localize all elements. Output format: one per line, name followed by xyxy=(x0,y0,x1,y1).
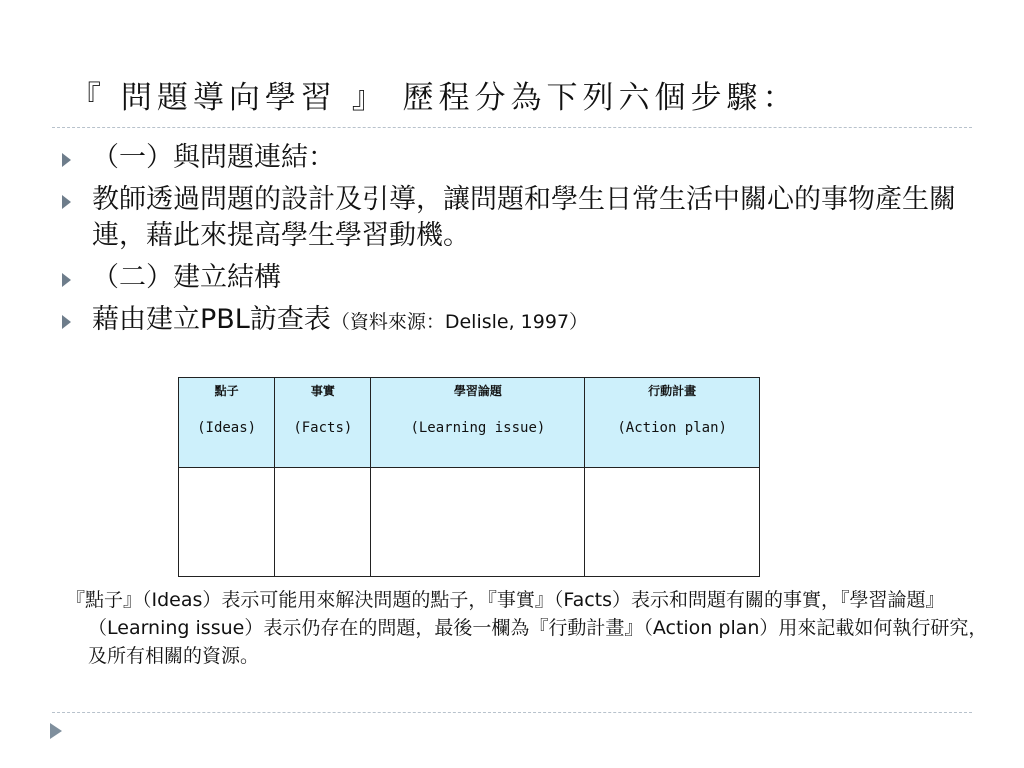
bullet-text: 教師透過問題的設計及引導，讓問題和學生日常生活中關心的事物產生關連，藉此來提高學生學習動機。 xyxy=(92,184,956,251)
table-header-row xyxy=(179,378,760,468)
header-en: (Facts) xyxy=(293,420,353,436)
table-cell xyxy=(179,468,275,577)
pbl-inquiry-table xyxy=(178,377,760,577)
triangle-right-icon xyxy=(62,153,71,167)
title-divider xyxy=(52,127,972,128)
header-cell-ideas xyxy=(179,378,275,468)
header-en: (Learning issue) xyxy=(410,420,546,436)
table-cell xyxy=(275,468,371,577)
bullet-item xyxy=(62,302,962,340)
header-cell-learning-issue xyxy=(371,378,585,468)
bullet-text: 藉由建立PBL訪查表 xyxy=(92,304,331,335)
header-zh: 點子 xyxy=(214,384,239,398)
header-zh: 學習論題 xyxy=(453,384,502,398)
header-cell-action-plan xyxy=(585,378,760,468)
source-citation: （資料來源：Delisle, 1997） xyxy=(330,311,589,333)
bullet-item xyxy=(62,140,962,176)
slide-title: 『 問題導向學習 』 歷程分為下列六個步驟： xyxy=(70,80,799,116)
table-cell xyxy=(371,468,585,577)
triangle-right-icon xyxy=(62,273,71,287)
triangle-right-icon xyxy=(62,315,71,329)
triangle-right-icon xyxy=(62,195,71,209)
table-cell xyxy=(585,468,760,577)
header-cell-facts xyxy=(275,378,371,468)
footer-divider xyxy=(52,712,972,713)
header-en: (Action plan) xyxy=(617,420,727,436)
bullet-item xyxy=(62,182,962,254)
table-row xyxy=(179,468,760,577)
header-zh: 事實 xyxy=(310,384,335,398)
bullet-item xyxy=(62,260,962,296)
bullet-text: （一）與問題連結： xyxy=(92,142,335,173)
header-zh: 行動計畫 xyxy=(648,384,697,398)
bullet-list xyxy=(62,140,962,346)
bullet-text: （二）建立結構 xyxy=(92,262,281,293)
explanation-text: 『點子』（Ideas）表示可能用來解決問題的點子，『事實』（Facts）表示和問題有關的事實，『學習論題』（Learning issue）表示仍存在的問題，最後一欄為『行動計畫』（Action plan）用來記載如何執行研究，及所有相關的資源。 xyxy=(66,589,988,667)
play-triangle-icon[interactable] xyxy=(50,723,62,739)
header-en: (Ideas) xyxy=(197,420,257,436)
